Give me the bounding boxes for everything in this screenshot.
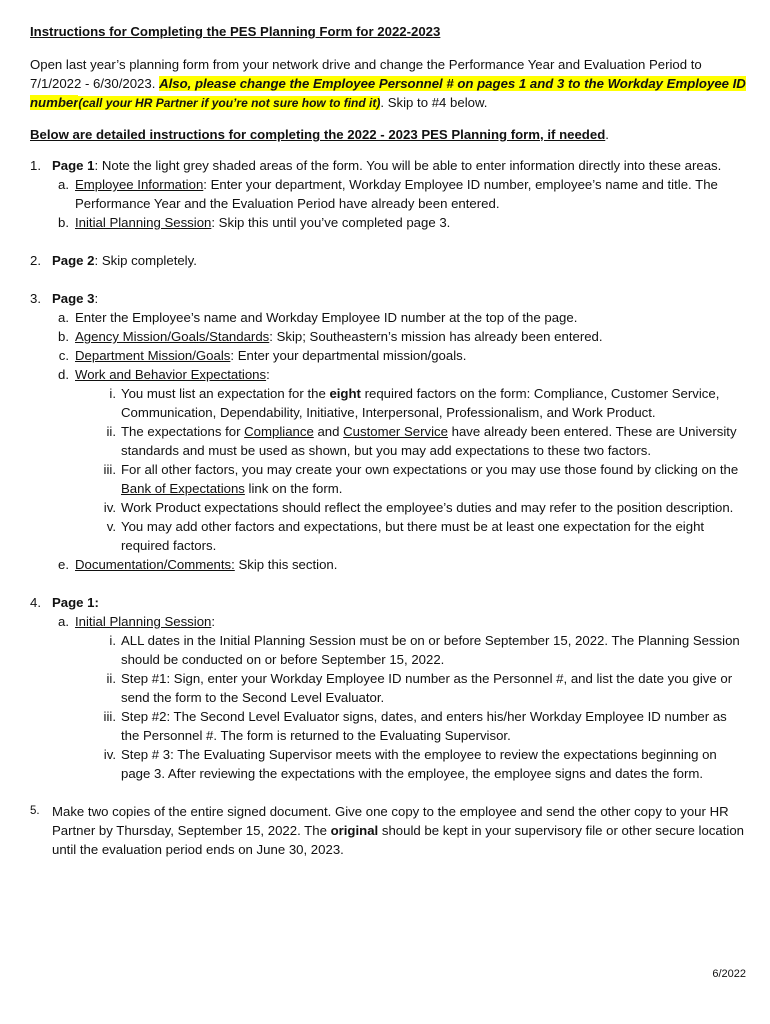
page-title: Instructions for Completing the PES Planning Form for 2022-2023 bbox=[30, 24, 441, 39]
section-1: 1. Page 1: Note the light grey shaded areas of the form. You will be able to enter information directly into these areas. bbox=[30, 158, 722, 173]
section-4-item-a: a. Initial Planning Session: bbox=[58, 614, 216, 629]
section-4-item-a-iv: iv. Step # 3: The Evaluating Supervisor meets with the employee to review the expectations beginning on page 3. After reviewing the expectations with the employee, the employee signs and dates the form. bbox=[103, 747, 717, 781]
section-5: 5. Make two copies of the entire signed document. Give one copy to the employee and send the other copy to your HR Partner by Thursday, September 15, 2022. The original should be kept in your supervisory file or other secure location until the evaluation period ends on June 30, 2023. bbox=[30, 804, 744, 857]
section-4-item-a-i: i. ALL dates in the Initial Planning Session must be on or before September 15, 2022. The Planning Session should be conducted on or before September 15, 2022. bbox=[109, 633, 740, 667]
section-3-item-d-iv: iv. Work Product expectations should reflect the employee’s duties and may refer to the position description. bbox=[103, 500, 734, 515]
section-3-item-d-iii: iii. For all other factors, you may create your own expectations or you may use those found by clicking on the Bank of Expectations link on the form. bbox=[103, 462, 739, 496]
section-2: 2. Page 2: Skip completely. bbox=[30, 253, 197, 268]
section-3-item-d-ii: ii. The expectations for Compliance and Customer Service have already been entered. These are University standards and must be used as shown, but you may add expectations to these two factors. bbox=[106, 424, 737, 458]
intro-skip-text: . Skip to #4 below. bbox=[380, 95, 488, 110]
section-3-item-d-i: i. You must list an expectation for the eight required factors on the form: Compliance, Customer Service, Communication, Dependability, Initiative, Interpersonal, Professionalism, and Work Product. bbox=[109, 386, 720, 420]
section-4: 4. Page 1: bbox=[30, 595, 99, 610]
intro-highlight: Also, please change the Employee Personnel # on pages 1 and 3 to the Workday Employee ID number bbox=[30, 76, 746, 110]
intro-highlight-note: (call your HR Partner if you’re not sure how to find it) bbox=[78, 96, 381, 110]
section-3-item-b: b. Agency Mission/Goals/Standards: Skip; Southeastern’s mission has already been entered. bbox=[58, 329, 603, 344]
detailed-heading: Below are detailed instructions for completing the 2022 - 2023 PES Planning form, if needed. bbox=[30, 127, 609, 142]
section-4-item-a-ii: ii. Step #1: Sign, enter your Workday Employee ID number as the Personnel #, and list the date you give or send the form to the Second Level Evaluator. bbox=[106, 671, 733, 705]
section-3: 3. Page 3: bbox=[30, 291, 99, 306]
section-1-item-a: a. Employee Information: Enter your department, Workday Employee ID number, employee’s name and title. The Performance Year and the Evaluation Period have already been entered. bbox=[58, 177, 718, 211]
section-4-item-a-iii: iii. Step #2: The Second Level Evaluator signs, dates, and enters his/her Workday Employee ID number as the Personnel #. The form is returned to the Evaluating Supervisor. bbox=[103, 709, 727, 743]
section-3-item-e: e. Documentation/Comments: Skip this section. bbox=[58, 557, 338, 572]
footer-date: 6/2022 bbox=[712, 968, 746, 980]
section-1-item-b: b. Initial Planning Session: Skip this until you’ve completed page 3. bbox=[58, 215, 451, 230]
section-3-item-d: d. Work and Behavior Expectations: bbox=[58, 367, 270, 382]
section-3-item-c: c. Department Mission/Goals: Enter your departmental mission/goals. bbox=[58, 348, 467, 363]
bank-of-expectations-link: Bank of Expectations bbox=[121, 481, 245, 496]
intro-paragraph bbox=[30, 55, 746, 113]
intro-text: Open last year’s planning form from your network drive and change the Performance Year and Evaluation Period to 7/1/2022 - 6/30/2023. bbox=[30, 57, 702, 91]
section-3-item-a: a. Enter the Employee’s name and Workday Employee ID number at the top of the page. bbox=[58, 310, 578, 325]
document-page bbox=[30, 22, 746, 980]
section-3-item-d-v: v. You may add other factors and expectations, but there must be at least one expectation for the eight required factors. bbox=[106, 519, 705, 553]
